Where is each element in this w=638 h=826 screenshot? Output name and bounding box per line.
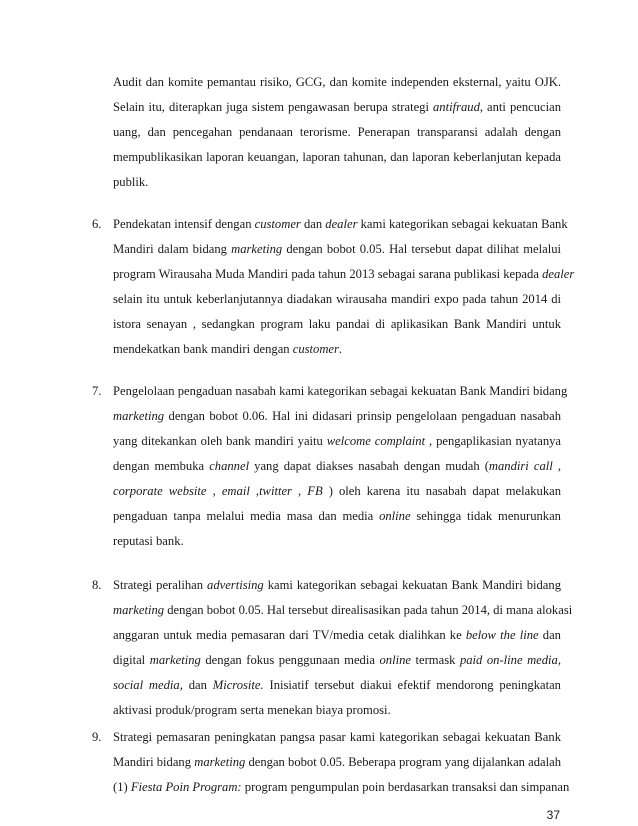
text-line: reputasi bank.	[113, 534, 184, 548]
text-line: Strategi peralihan advertising kami kategorikan sebagai kekuatan Bank Mandiri bidang	[113, 578, 561, 592]
text-line: social media, dan Microsite. Inisiatif tersebut diakui efektif mendorong peningkatan	[113, 678, 561, 692]
text-line: dengan membuka channel yang dapat diakses nasabah dengan mudah (mandiri call ,	[113, 459, 561, 473]
text-line: Pengelolaan pengaduan nasabah kami kategorikan sebagai kekuatan Bank Mandiri bidang	[113, 384, 568, 398]
text-line: program Wirausaha Muda Mandiri pada tahun 2013 sebagai sarana publikasi kepada dealer	[113, 267, 575, 281]
text-line: uang, dan pencegahan pendanaan terorisme. Penerapan transparansi adalah dengan	[113, 125, 561, 139]
text-line: Selain itu, diterapkan juga sistem pengawasan berupa strategi antifraud, anti pencucian	[113, 100, 561, 114]
text-line: mendekatkan bank mandiri dengan customer.	[113, 342, 343, 356]
text-line: marketing dengan bobot 0.05. Hal tersebut direalisasikan pada tahun 2014, di mana alokasi	[113, 603, 573, 617]
list-number: 8.	[92, 578, 102, 592]
text-line: digital marketing dengan fokus penggunaan media online termask paid on-line media,	[113, 653, 562, 667]
text-line: Mandiri dalam bidang marketing dengan bobot 0.05. Hal tersebut dapat dilihat melalui	[113, 242, 561, 256]
text-line: istora senayan , sedangkan program laku pandai di aplikasikan Bank Mandiri untuk	[113, 317, 561, 331]
text-line: Mandiri bidang marketing dengan bobot 0.05. Beberapa program yang dijalankan adalah	[113, 755, 561, 769]
list-number: 7.	[92, 384, 102, 398]
text-line: selain itu untuk keberlanjutannya diadakan wirausaha mandiri expo pada tahun 2014 di	[113, 292, 561, 306]
list-number: 9.	[92, 730, 102, 744]
text-line: yang ditekankan oleh bank mandiri yaitu welcome complaint , pengaplikasian nyatanya	[113, 434, 562, 448]
text-line: publik.	[113, 175, 149, 189]
list-number: 6.	[92, 217, 102, 231]
text-line: mempublikasikan laporan keuangan, laporan tahunan, dan laporan keberlanjutan kepada	[113, 150, 561, 164]
text-line: (1) Fiesta Poin Program: program pengumpulan poin berdasarkan transaksi dan simpanan	[113, 780, 570, 794]
text-line: pengaduan tanpa melalui media masa dan media online sehingga tidak menurunkan	[113, 509, 561, 523]
text-line: anggaran untuk media pemasaran dari TV/media cetak dialihkan ke below the line dan	[113, 628, 561, 642]
text-line: aktivasi produk/program serta menekan biaya promosi.	[113, 703, 391, 717]
text-line: corporate website , email ,twitter , FB ) oleh karena itu nasabah dapat melakukan	[113, 484, 562, 498]
text-line: Pendekatan intensif dengan customer dan dealer kami kategorikan sebagai kekuatan Bank	[113, 217, 568, 231]
page-number: 37	[546, 808, 560, 822]
text-line: Strategi pemasaran peningkatan pangsa pasar kami kategorikan sebagai kekuatan Bank	[113, 730, 561, 744]
text-line: marketing dengan bobot 0.06. Hal ini didasari prinsip pengelolaan pengaduan nasabah	[113, 409, 561, 423]
text-line: Audit dan komite pemantau risiko, GCG, dan komite independen eksternal, yaitu OJK.	[113, 75, 561, 89]
